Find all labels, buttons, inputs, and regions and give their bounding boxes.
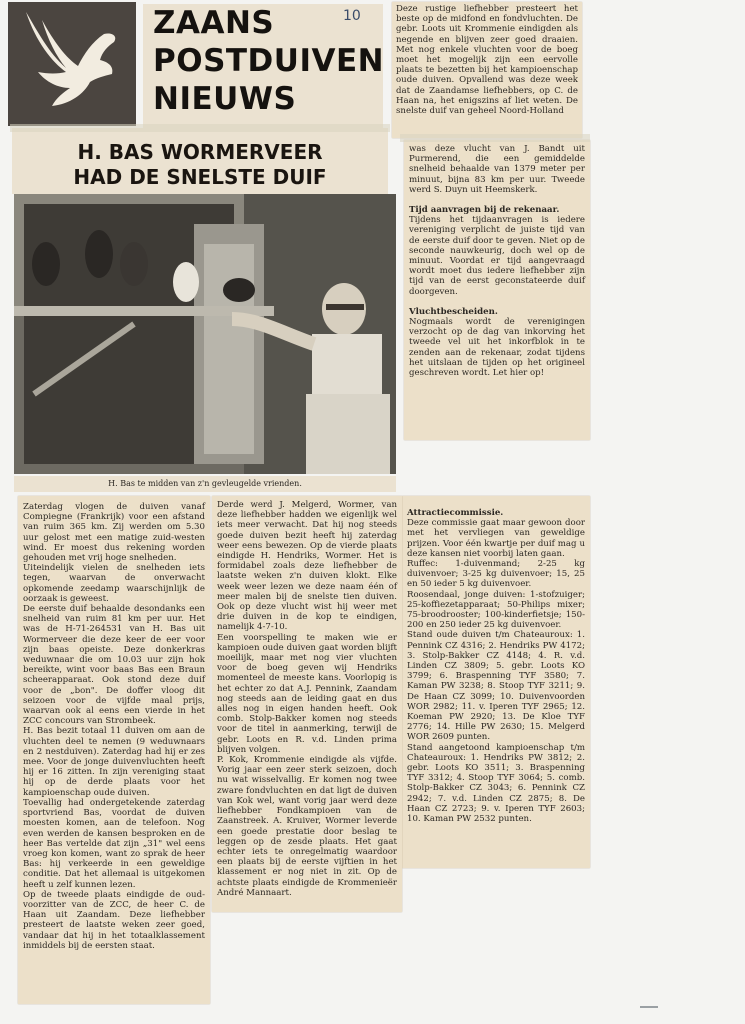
attractie-clipping bbox=[402, 496, 590, 868]
article-paragraph: P. Kok, Krommenie eindigde als vijfde. Vorig jaar een zeer sterk seizoen, doch nu wat wisselvallig. Er komen nog twee zware fondvluchten en dat ligt de duiven van Kok wel, want vorig jaar werd deze liefhebber Fondkampioen van de Zaanstreek. A. Kruiver, Wormer leverde een goede prestatie door beslag te leggen op de zesde plaats. Het gaat echter iets te onregelmatig waardoor een plaats bij de eerste vijftien in het klassement er nog niet in zit. Op de achtste plaats eindigde de Krommenieër André Mannaart. bbox=[217, 755, 397, 898]
article-paragraph: Toevallig had ondergetekende zaterdag sportvriend Bas, voordat de duiven moesten komen, aan de telefoon. Nog even werden de kansen besproken en de heer Bas vertelde dat zijn „31" wel eens vroeg kon komen, want zo sprak de heer Bas: hij verkeerde in een geweldige conditie. Dat het allemaal is uitgekomen heeft u zelf kunnen lezen. bbox=[23, 797, 205, 890]
article-paragraph: Stand aangetoond kampioenschap t/m Chateauroux: 1. Hendriks PW 3812; 2. gebr. Loots KO 3511; 3. Braspenning TYF 3312; 4. Stoop TYF 3064; 5. comb. Stolp-Bakker CZ 3043; 6. Pennink CZ 2942; 7. v.d. Linden CZ 2875; 8. De Haan CZ 2723; 9. v. Iperen TYF 2603; 10. Kaman PW 2532 punten. bbox=[407, 742, 585, 825]
masthead-logo bbox=[8, 2, 136, 126]
article-paragraph: Een voorspelling te maken wie er kampioen oude duiven gaat worden blijft moeilijk, maar met nog vier vluchten voor de boeg geven wij Hendriks momenteel de meeste kans. Voorlopig is het echter zo dat A.J. Pennink, Zaandam nog steeds aan de leiding gaat en dus alles nog in eigen handen heeft. Ook comb. Stolp-Bakker komen nog steeds voor de titel in aanmerking, terwijl de gebr. Loots en R. v.d. Linden prima blijven volgen. bbox=[217, 632, 397, 755]
dove-icon bbox=[8, 2, 136, 126]
headline-line-1: H. BAS WORMERVEER bbox=[77, 140, 323, 164]
article-paragraph: was deze vlucht van J. Bandt uit Purmerend, die een gemiddelde snelheid behaalde van 1379 meter per minuut, bijna 83 km per uur. Tweede werd S. Duyn uit Heemskerk. bbox=[409, 144, 585, 195]
tape-strip bbox=[10, 124, 390, 132]
section-heading-attractie: Attractiecommissie. bbox=[407, 508, 504, 518]
photo-caption: H. Bas te midden van z'n gevleugelde vrienden. bbox=[14, 476, 396, 492]
article-paragraph: Roosendaal, jonge duiven: 1-stofzuiger; 25-koffiezetapparaat; 50-Philips mixer; 75-broodrooster; 100-kinderfietsje; 150-200 en 250 ieder 25 kg duivenvoer. bbox=[407, 589, 585, 631]
tape-strip bbox=[400, 134, 590, 142]
section-heading-vluchtbescheiden: Vluchtbescheiden. bbox=[409, 306, 498, 317]
article-paragraph: Stand oude duiven t/m Chateauroux: 1. Pennink CZ 4316; 2. Hendriks PW 4172; 3. Stolp-Bakker CZ 4148; 4. R. v.d. Linden CZ 3809; 5. gebr. Loots KO 3799; 6. Braspenning TYF 3580; 7. Kaman PW 3238; 8. Stoop TYF 3211; 9. De Haan CZ 3099; 10. Duivenvoorden WOR 2982; 11. v. Iperen TYF 2965; 12. Koeman PW 2920; 13. De Kloe TYF 2776; 14. Hille PW 2630; 15. Melgerd WOR 2609 punten. bbox=[407, 630, 585, 743]
article-paragraph: Uiteindelijk vielen de snelheden iets tegen, waarvan de onverwacht opkomende zeedamp waarschijnlijk de oorzaak is geweest. bbox=[23, 563, 205, 604]
masthead-line-2: POSTDUIVEN bbox=[153, 43, 385, 79]
staple bbox=[640, 1006, 658, 1008]
handwritten-number: 10 bbox=[343, 8, 361, 24]
article-headline bbox=[12, 128, 388, 194]
article-paragraph: Ruffec: 1-duivenmand; 2-25 kg duivenvoer; 3-25 kg duivenvoer; 15, 25 en 50 ieder 5 kg duivenvoer. bbox=[407, 559, 585, 590]
article-paragraph: Deze commissie gaat maar gewoon door met het vervliegen van geweldige prijzen. Voor één kwartje per duif mag u deze kansen niet voorbij laten gaan. bbox=[407, 518, 585, 559]
section-heading-tijd: Tijd aanvragen bij de rekenaar. bbox=[409, 205, 560, 216]
article-paragraph: Op de tweede plaats eindigde de oud-voorzitter van de ZCC, de heer C. de Haan uit Zaandam. Deze liefhebber presteert de laatste weken zeer goed, vandaar dat hij in het totaalklassement inmiddels bij de eersten staat. bbox=[23, 889, 205, 951]
article-column-2 bbox=[212, 496, 402, 912]
article-paragraph: De eerste duif behaalde desondanks een snelheid van ruim 81 km per uur. Het was de H-71-264531 van H. Bas uit Wormerveer die deze keer de eer voor zijn baas opeiste. Deze donkerkras weduwnaar die om 10.03 uur zijn hok bereikte, wint voor baas Bas een Braun scheerapparaat. Ook stond deze duif voor de „bon". De doffer vloog dit seizoen voor de vijfde maal prijs, waarvan ook al eens een vierde in het ZCC concours van Strombeek. bbox=[23, 604, 205, 727]
headline-line-2: HAD DE SNELSTE DUIF bbox=[73, 165, 327, 189]
masthead-line-3: NIEUWS bbox=[153, 81, 297, 117]
article-paragraph: Nogmaals wordt de verenigingen verzocht op de dag van inkorving het tweede vel uit het inkorfblok in te zenden aan de rekenaar, zodat tijdens het uitslaan de tijden op het origineel geschreven wordt. Let hier op! bbox=[409, 317, 585, 379]
article-paragraph: Zaterdag vlogen de duiven vanaf Compiegne (Frankrijk) voor een afstand van ruim 365 km. Zij werden om 5.30 uur gelost met een matige zuid-westen wind. Er moest dus rekening worden gehouden met vrij hoge snelheden. bbox=[23, 502, 205, 564]
right-column-clipping bbox=[404, 140, 590, 440]
pigeon-loft-photo bbox=[14, 194, 396, 474]
article-column-1 bbox=[18, 496, 210, 1004]
top-right-clipping bbox=[392, 2, 582, 138]
article-paragraph: H. Bas bezit totaal 11 duiven om aan de vluchten deel te nemen (9 weduwnaars en 2 nestduiven). Zaterdag had hij er zes mee. Voor de jonge duivenvluchten heeft hij er 16 zitten. In zijn vereniging staat hij op de derde plaats voor het kampioenschap oude duiven. bbox=[23, 726, 205, 798]
article-photo bbox=[14, 194, 396, 474]
article-paragraph: Derde werd J. Melgerd, Wormer, van deze liefhebber hadden we eigenlijk wel iets meer verwacht. Dat hij nog steeds goede duiven bezit heeft hij zaterdag weer eens bewezen. Op de vierde plaats eindigde H. Hendriks, Wormer. Het is formidabel zoals deze liefhebber de laatste weken z'n duiven klokt. Elke week weer lezen we deze naam één of meer malen bij de snelste tien duiven. Ook op deze vlucht wist hij weer met drie duiven in de kop te eindigen, namelijk 4-7-10. bbox=[217, 500, 397, 633]
article-paragraph: Tijdens het tijdaanvragen is iedere vereniging verplicht de juiste tijd van de eerste duif door te geven. Niet op de seconde nauwkeurig, doch wel op de minuut. Voordat er tijd aangevraagd wordt moet dus iedere liefhebber zijn tijd van de eerst geconstateerde duif doorgeven. bbox=[409, 215, 585, 297]
article-paragraph: Deze rustige liefhebber presteert het beste op de midfond en fondvluchten. De gebr. Loots uit Krommenie eindigden als negende en blijven zeer goed draaien. Met nog enkele vluchten voor de boeg moet het mogelijk zijn een eervolle plaats te bezetten bij het kampioenschap oude duiven. Opvallend was deze week dat de Zaandamse liefhebbers, op C. de Haan na, het enigszins af liet weten. De snelste duif van geheel Noord-Holland bbox=[396, 4, 578, 117]
masthead-line-1: ZAANS bbox=[153, 5, 275, 41]
